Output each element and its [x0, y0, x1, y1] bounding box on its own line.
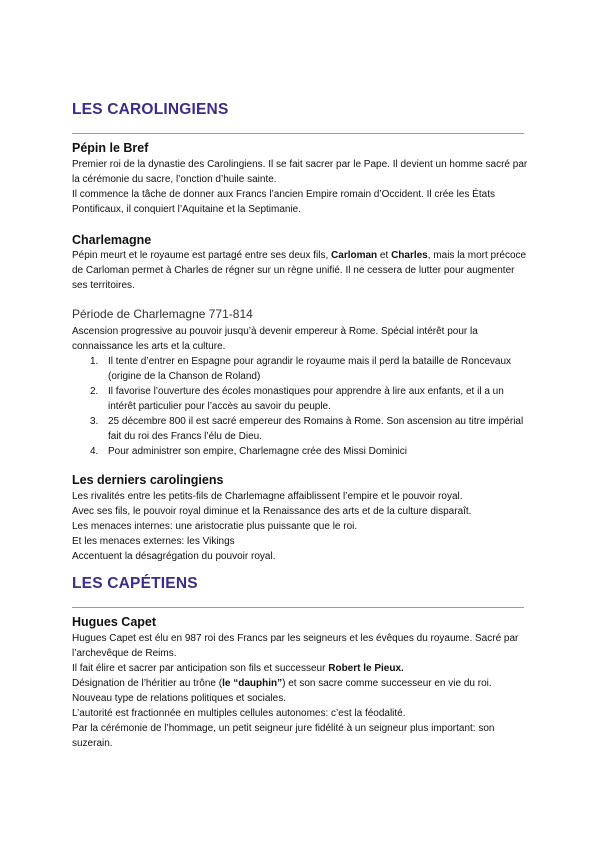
text-run: et: [377, 250, 392, 261]
text-run: ) et son sacre comme successeur en vie du roi.: [282, 678, 492, 689]
periode-list: [72, 354, 528, 459]
paragraph-periode-intro: [72, 324, 528, 354]
section-title-carolingiens: LES CAROLINGIENS: [72, 101, 229, 118]
hugues-line: [72, 676, 528, 691]
hugues-line: [72, 661, 528, 676]
derniers-line: Et les menaces externes: les Vikings: [72, 536, 235, 547]
list-number: 3.: [90, 416, 99, 427]
paragraph-pepin: [72, 157, 528, 217]
paragraph-charlemagne: [72, 248, 528, 293]
term-dauphin: le “dauphin”: [222, 678, 283, 689]
name-robert: Robert le Pieux.: [328, 663, 404, 674]
list-item: [72, 354, 528, 384]
hugues-line: Nouveau type de relations politiques et sociales.: [72, 693, 287, 704]
list-text: 25 décembre 800 il est sacré empereur des Romains à Rome. Son ascension au titre impérial fait du roi des Francs l’élu de Dieu.: [108, 416, 524, 442]
list-text: Pour administrer son empire, Charlemagne crée des Missi Dominici: [108, 446, 407, 457]
hugues-line: Hugues Capet est élu en 987 roi des Francs par les seigneurs et les évêques du royaume. Sacré par l’archevêque de Reims.: [72, 633, 519, 659]
heading-charlemagne: Charlemagne: [72, 233, 152, 247]
charlemagne-text: [72, 248, 528, 293]
heading-pepin: Pépin le Bref: [72, 141, 149, 155]
text-run: , mais la mort précoce de Carloman permet à Charles de régner sur un règne unifié. Il ne cessera de lutter pour augmenter ses territoires.: [72, 250, 527, 291]
list-item: [72, 444, 528, 459]
list-number: 2.: [90, 386, 99, 397]
paragraph-derniers: [72, 489, 528, 564]
list-text: Il tente d’entrer en Espagne pour agrandir le royaume mais il perd la bataille de Roncevaux (origine de la Chanson de Roland): [108, 356, 512, 382]
list-text: Il favorise l’ouverture des écoles monastiques pour apprendre à lire aux enfants, et il a un intérêt particulier pour l’accès au savoir du peuple.: [108, 386, 504, 412]
pepin-line: Il commence la tâche de donner aux Francs l’ancien Empire romain d’Occident. Il crée les États Pontificaux, il conquiert l’Aquitaine et la Septimanie.: [72, 189, 495, 215]
list-number: 1.: [90, 356, 99, 367]
derniers-line: Les menaces internes: une aristocratie plus puissante que le roi.: [72, 521, 358, 532]
section-divider: [72, 607, 524, 608]
heading-periode: Période de Charlemagne 771-814: [72, 307, 253, 321]
list-item: [72, 414, 528, 444]
name-carloman: Carloman: [331, 250, 378, 261]
name-charles: Charles: [391, 250, 428, 261]
heading-hugues-capet: Hugues Capet: [72, 615, 157, 629]
text-run: Il fait élire et sacrer par anticipation son fils et successeur: [72, 663, 329, 674]
list-number: 4.: [90, 446, 99, 457]
derniers-line: Accentuent la désagrégation du pouvoir royal.: [72, 551, 276, 562]
hugues-line: L’autorité est fractionnée en multiples cellules autonomes: c’est la féodalité.: [72, 708, 406, 719]
text-run: Pépin meurt et le royaume est partagé entre ses deux fils,: [72, 250, 332, 261]
heading-derniers: Les derniers carolingiens: [72, 473, 224, 487]
hugues-line: Par la cérémonie de l’hommage, un petit seigneur jure fidélité à un seigneur plus important: son suzerain.: [72, 723, 495, 749]
section-title-capetiens: LES CAPÉTIENS: [72, 575, 198, 592]
list-item: [72, 384, 528, 414]
derniers-line: Avec ses fils, le pouvoir royal diminue et la Renaissance des arts et de la culture disparaît.: [72, 506, 472, 517]
paragraph-hugues-capet: [72, 631, 528, 751]
text-run: Désignation de l’héritier au trône (: [72, 678, 223, 689]
derniers-line: Les rivalités entre les petits-fils de Charlemagne affaiblissent l’empire et le pouvoir royal.: [72, 491, 463, 502]
section-divider: [72, 133, 524, 134]
pepin-line: Premier roi de la dynastie des Carolingiens. Il se fait sacrer par le Pape. Il devient un homme sacré par la cérémonie du sacre, l’onction d’huile sainte.: [72, 159, 528, 185]
periode-intro: Ascension progressive au pouvoir jusqu’à devenir empereur à Rome. Spécial intérêt pour la connaissance les arts et la culture.: [72, 326, 478, 352]
